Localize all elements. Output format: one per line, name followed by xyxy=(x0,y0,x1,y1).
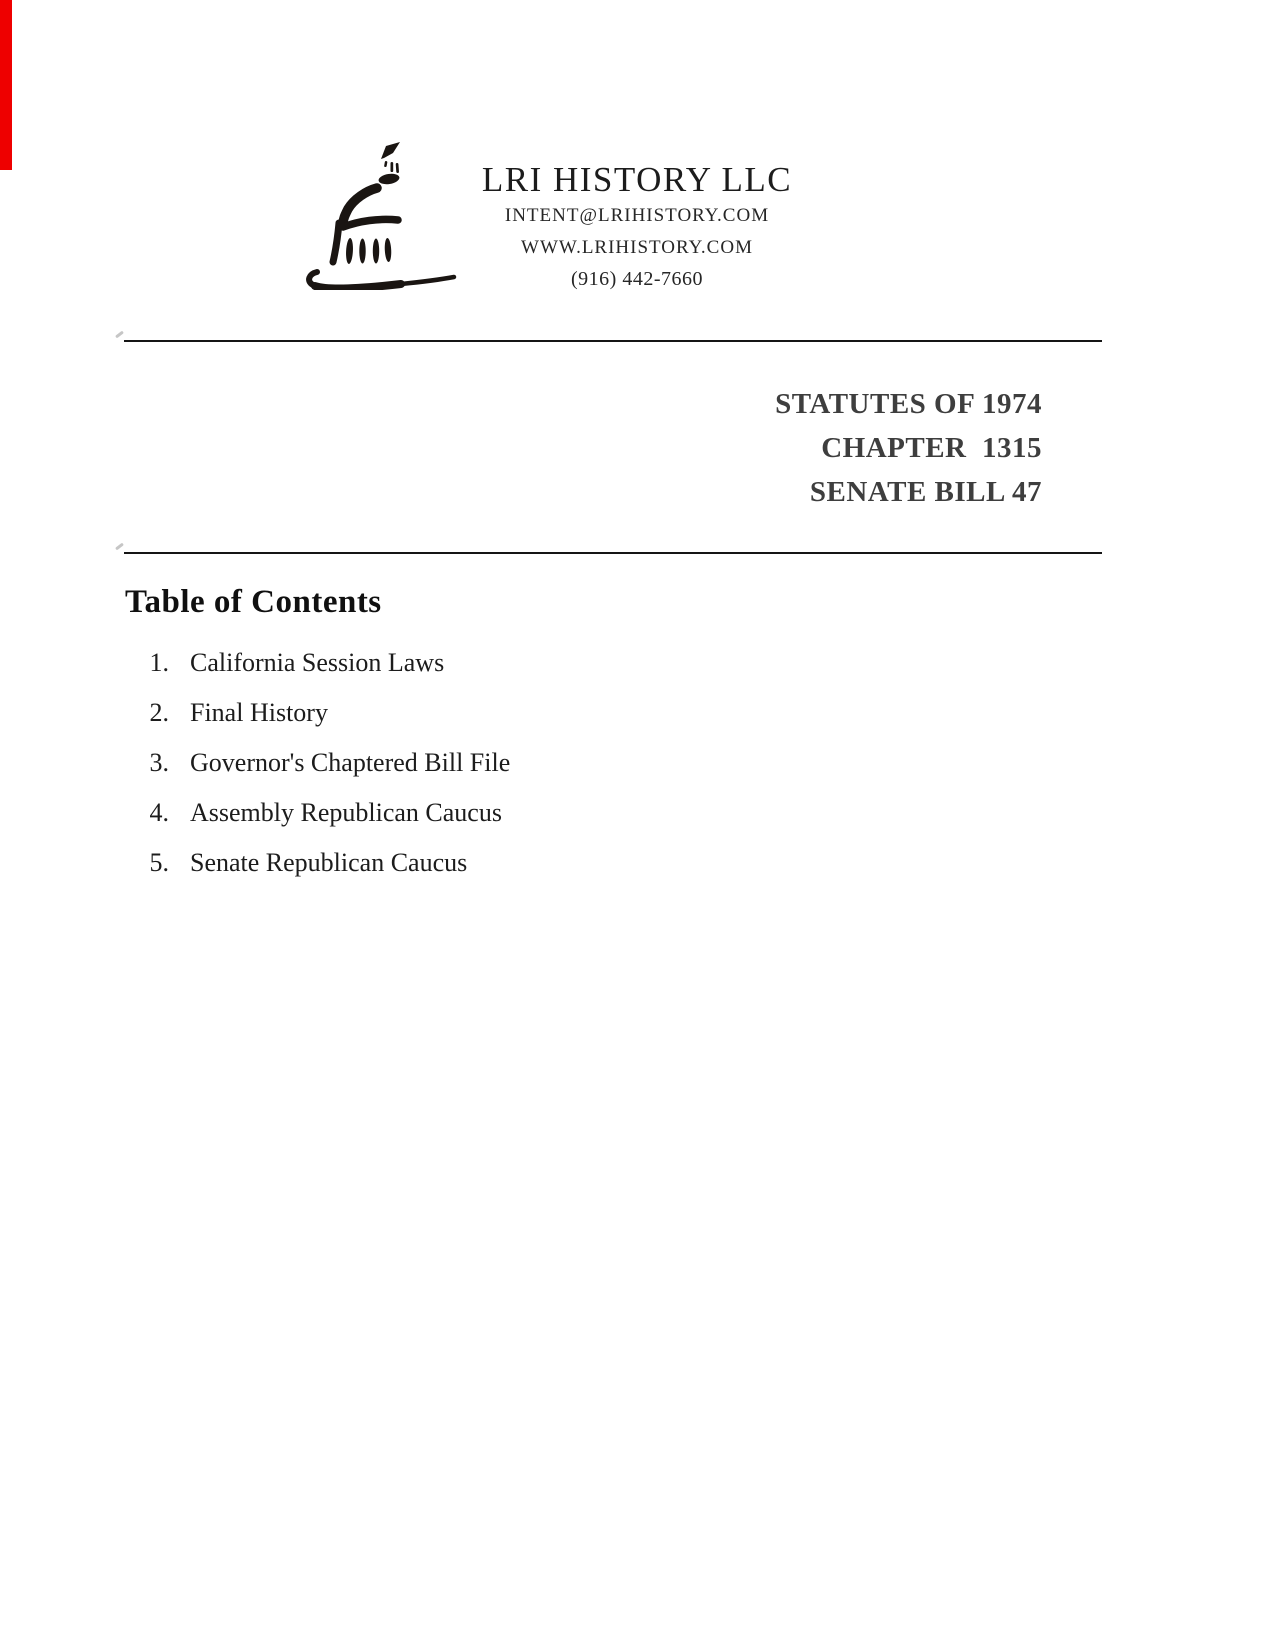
toc-item-number: 4. xyxy=(149,798,169,827)
company-email: INTENT@LRIHISTORY.COM xyxy=(504,205,770,226)
horizontal-rule-bottom xyxy=(124,552,1102,554)
horizontal-rule-top xyxy=(124,340,1102,342)
statutes-line: STATUTES OF 1974 xyxy=(775,388,1042,420)
logo-flag xyxy=(381,142,400,159)
chapter-line: CHAPTER 1315 xyxy=(821,432,1042,464)
toc-item xyxy=(0,698,700,748)
toc-item-label: Governor's Chaptered Bill File xyxy=(190,748,511,777)
toc-item xyxy=(0,848,700,898)
senate-bill-line: SENATE BILL 47 xyxy=(809,476,1042,508)
toc-item-number: 5. xyxy=(149,848,169,877)
page-edge-red-stripe xyxy=(0,0,12,170)
scan-artifact xyxy=(115,331,124,339)
toc-list xyxy=(0,648,700,898)
toc-item xyxy=(0,748,700,798)
toc-item-number: 3. xyxy=(149,748,169,777)
company-phone: (916) 442-7660 xyxy=(571,268,703,290)
toc-item xyxy=(0,648,700,698)
toc-item-label: Final History xyxy=(190,698,328,727)
toc-item-label: Assembly Republican Caucus xyxy=(190,798,502,827)
scan-artifact xyxy=(115,543,124,551)
toc-item-label: Senate Republican Caucus xyxy=(190,848,468,877)
toc-item-number: 1. xyxy=(149,648,169,677)
toc-item xyxy=(0,798,700,848)
toc-title: Table of Contents xyxy=(125,584,382,620)
bill-reference-block xyxy=(602,382,1042,514)
toc-item-label: California Session Laws xyxy=(190,648,445,677)
company-website: WWW.LRIHISTORY.COM xyxy=(521,237,753,258)
company-name: LRI HISTORY LLC xyxy=(481,160,793,199)
toc-item-number: 2. xyxy=(149,698,169,727)
